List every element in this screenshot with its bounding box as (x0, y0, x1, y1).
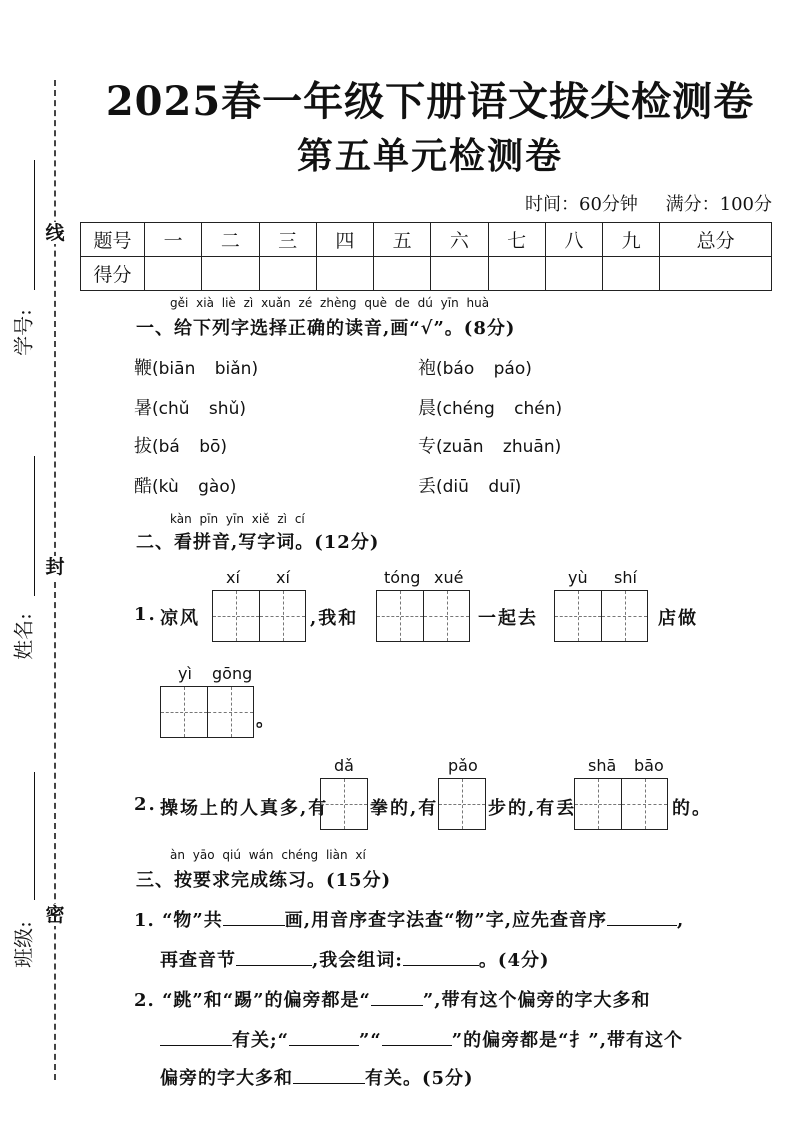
q3-i2-text: 偏旁的字大多和 (160, 1068, 293, 1089)
grid-cell[interactable] (575, 779, 621, 829)
q3-i2-text: ”“ (359, 1030, 382, 1051)
q1-item[interactable] (134, 432, 227, 458)
q2-s2-pinyin: bāo (634, 756, 664, 775)
score-col-9: 九 (603, 223, 660, 257)
q3-heading-pinyin: àn yāo qiú wán chéng liàn xí (170, 848, 366, 862)
q1-options: (bá bō) (152, 437, 228, 457)
score-cell[interactable] (660, 257, 772, 291)
answer-blank[interactable] (236, 948, 312, 966)
student-no-label: 学号: (11, 309, 36, 356)
exam-time: 时间：60分钟 (525, 194, 638, 215)
score-col-1: 一 (145, 223, 202, 257)
q1-item[interactable] (134, 472, 236, 498)
name-underline (34, 456, 35, 596)
score-col-2: 二 (202, 223, 259, 257)
q1-options: (biān biǎn) (152, 359, 259, 379)
q2-s2-number: 2. (134, 794, 157, 815)
grid-cell[interactable] (439, 779, 485, 829)
score-cell[interactable] (488, 257, 545, 291)
q3-i2-text: ”的偏旁都是“扌”,带有这个 (451, 1030, 684, 1051)
q3-i2-number: 2. (134, 990, 155, 1011)
grid-cell[interactable] (377, 591, 423, 641)
q3-i1-text: “物”共 (162, 910, 223, 931)
score-cell[interactable] (603, 257, 660, 291)
writing-grid-da[interactable] (320, 778, 368, 830)
q1-item[interactable] (418, 354, 532, 380)
q2-s1-pinyin: shí (614, 568, 637, 587)
q2-s2-text: 的。 (672, 798, 712, 819)
writing-grid-pao[interactable] (438, 778, 486, 830)
writing-grid-xixi[interactable] (212, 590, 306, 642)
score-cell[interactable] (374, 257, 431, 291)
student-no-underline (34, 160, 35, 290)
q2-s2-pinyin: shā (588, 756, 617, 775)
q1-item[interactable] (418, 432, 561, 458)
grid-cell[interactable] (601, 591, 647, 641)
grid-cell[interactable] (321, 779, 367, 829)
q1-item[interactable] (134, 394, 246, 420)
q1-item[interactable] (418, 394, 562, 420)
q2-s1-pinyin: yù (568, 568, 588, 587)
grid-cell[interactable] (259, 591, 305, 641)
q3-item-1-line-1 (134, 906, 684, 932)
q3-heading: 三、按要求完成练习。(15分) (136, 870, 392, 891)
exam-subtitle: 第五单元检测卷 (296, 135, 563, 177)
q1-options: (kù gào) (152, 477, 237, 497)
writing-grid-shabao[interactable] (574, 778, 668, 830)
q1-heading-pinyin: gěi xià liè zì xuǎn zé zhèng què de dú yīn huà (170, 296, 490, 310)
q2-s1-text: 凉风 (160, 608, 200, 629)
answer-blank[interactable] (293, 1066, 365, 1084)
q3-i1-text: 再查音节 (160, 950, 236, 971)
q1-char: 专 (418, 436, 436, 457)
q2-s1-text: 。 (256, 710, 276, 731)
q2-s2-text: 步的,有丢 (488, 798, 577, 819)
q1-options: (chǔ shǔ) (152, 399, 246, 419)
q2-s1-text: ,我和 (310, 608, 359, 629)
exam-full-score: 满分：100分 (665, 194, 772, 215)
answer-blank[interactable] (382, 1028, 452, 1046)
score-col-5: 五 (374, 223, 431, 257)
q3-item-1-line-2 (160, 946, 549, 972)
q2-heading-pinyin: kàn pīn yīn xiě zì cí (170, 512, 305, 526)
score-col-6: 六 (431, 223, 488, 257)
score-col-4: 四 (316, 223, 373, 257)
q2-s1-pinyin: yì (178, 664, 192, 683)
class-underline (34, 772, 35, 900)
q1-options: (zuān zhuān) (436, 437, 562, 457)
q1-item[interactable] (134, 354, 258, 380)
q1-char: 酷 (134, 476, 152, 497)
score-col-3: 三 (259, 223, 316, 257)
exam-meta (503, 190, 772, 216)
grid-cell[interactable] (161, 687, 207, 737)
score-cell[interactable] (431, 257, 488, 291)
answer-blank[interactable] (371, 988, 423, 1006)
q2-s2-text: 拳的,有 (370, 798, 439, 819)
q3-i2-text: ”,带有这个偏旁的字大多和 (422, 990, 651, 1011)
score-cell[interactable] (545, 257, 602, 291)
q3-i2-text: “跳”和“踢”的偏旁都是“ (162, 990, 371, 1011)
q3-i1-text: ,我会组词: (312, 950, 403, 971)
q1-options: (diū duī) (436, 477, 522, 497)
writing-grid-yigong[interactable] (160, 686, 254, 738)
exam-title: 2025春一年级下册语文拔尖检测卷 (105, 78, 755, 125)
score-cell[interactable] (316, 257, 373, 291)
score-cell[interactable] (202, 257, 259, 291)
grid-cell[interactable] (423, 591, 469, 641)
q3-item-2-line-2 (160, 1026, 683, 1052)
q1-char: 拔 (134, 436, 152, 457)
q2-s2-pinyin: pǎo (448, 756, 478, 775)
q3-item-2-line-1 (134, 986, 650, 1012)
score-row-label-score: 得分 (81, 257, 145, 291)
q3-i2-text: 有关;“ (232, 1030, 289, 1051)
answer-blank[interactable] (160, 1028, 232, 1046)
grid-cell[interactable] (207, 687, 253, 737)
score-row-label-number: 题号 (81, 223, 145, 257)
score-table-score-row (81, 257, 772, 291)
score-cell[interactable] (145, 257, 202, 291)
q1-heading: 一、给下列字选择正确的读音,画“√”。(8分) (136, 318, 516, 339)
q2-s2-text: 操场上的人真多,有 (160, 798, 329, 819)
grid-cell[interactable] (213, 591, 259, 641)
q2-s1-number: 1. (134, 604, 157, 625)
q1-char: 鞭 (134, 358, 152, 379)
binding-word-mi: 密 (45, 904, 65, 926)
q1-options: (chéng chén) (436, 399, 563, 419)
q3-i1-number: 1. (134, 910, 155, 931)
writing-grid-yushi[interactable] (554, 590, 648, 642)
writing-grid-tongxue[interactable] (376, 590, 470, 642)
binding-word-feng: 封 (45, 556, 65, 578)
answer-blank[interactable] (607, 908, 677, 926)
q1-char: 丢 (418, 476, 436, 497)
q2-heading: 二、看拼音,写字词。(12分) (136, 532, 380, 553)
q2-s1-text: 店做 (658, 608, 698, 629)
q2-s1-pinyin: xué (434, 568, 464, 587)
q2-s1-pinyin: gōng (212, 664, 253, 683)
q3-i1-text: 画,用音序查字法查“物”字,应先查音序 (284, 910, 608, 931)
q3-i1-text: 。(4分) (478, 950, 550, 971)
score-table (80, 222, 772, 291)
binding-word-xian: 线 (45, 222, 65, 244)
answer-blank[interactable] (289, 1028, 359, 1046)
q3-item-2-line-3 (160, 1064, 474, 1090)
q1-char: 暑 (134, 398, 152, 419)
q3-i1-text: , (677, 910, 685, 931)
score-col-8: 八 (545, 223, 602, 257)
score-col-7: 七 (488, 223, 545, 257)
score-cell[interactable] (259, 257, 316, 291)
answer-blank[interactable] (403, 948, 479, 966)
q2-s1-pinyin: tóng (384, 568, 421, 587)
q2-s1-text: 一起去 (478, 608, 538, 629)
grid-cell[interactable] (555, 591, 601, 641)
q1-item[interactable] (418, 472, 521, 498)
q1-char: 晨 (418, 398, 436, 419)
class-label: 班级: (11, 921, 36, 968)
q2-s1-pinyin: xí (226, 568, 240, 587)
grid-cell[interactable] (621, 779, 667, 829)
q2-s2-pinyin: dǎ (334, 756, 354, 775)
score-col-total: 总分 (660, 223, 772, 257)
name-label: 姓名: (11, 613, 36, 660)
q2-s1-pinyin: xí (276, 568, 290, 587)
q1-options: (báo páo) (436, 359, 532, 379)
answer-blank[interactable] (223, 908, 285, 926)
q1-char: 袍 (418, 358, 436, 379)
q3-i2-text: 有关。(5分) (365, 1068, 474, 1089)
score-table-header-row (81, 223, 772, 257)
